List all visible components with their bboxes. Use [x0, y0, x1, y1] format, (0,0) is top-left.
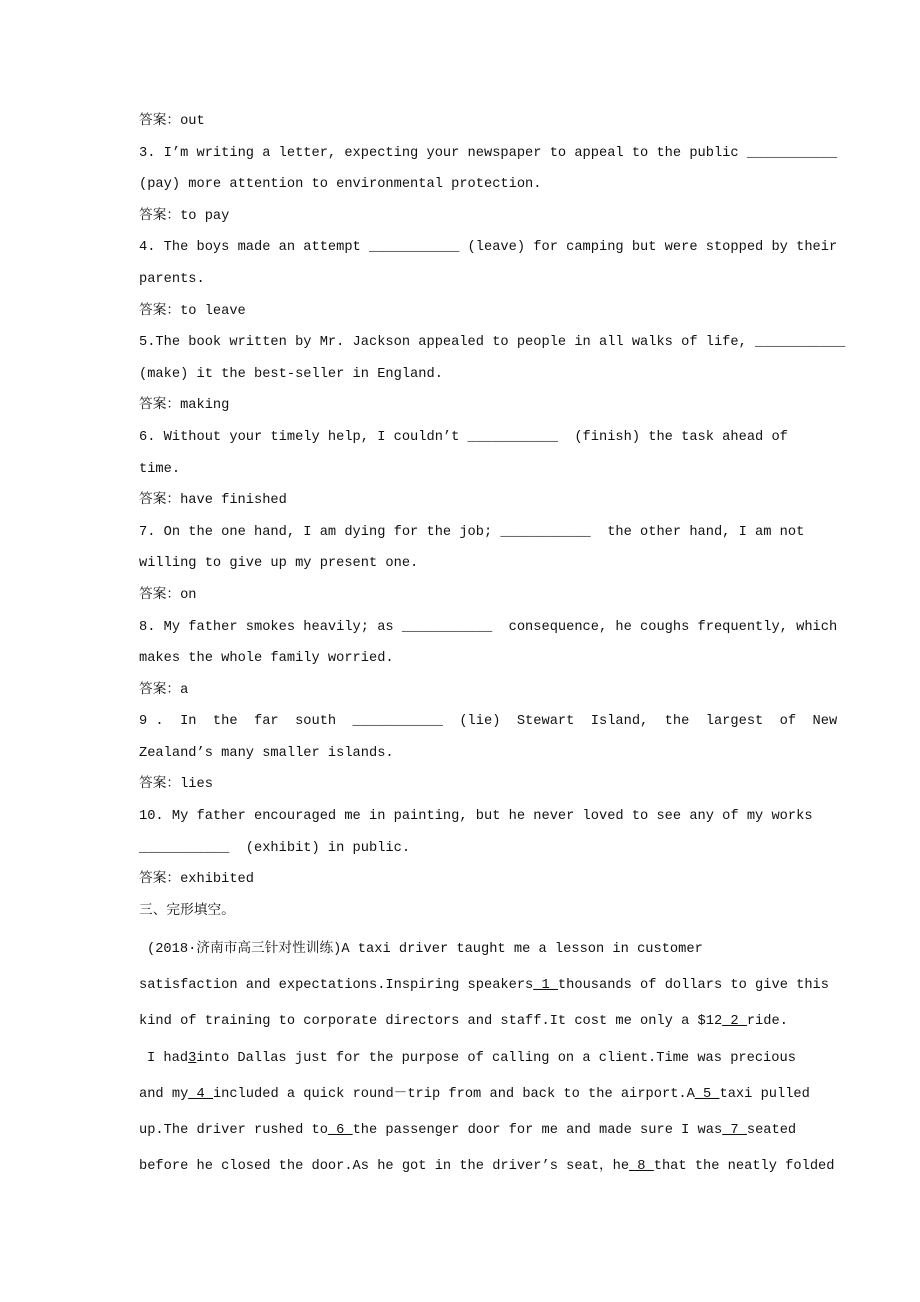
answer-line: 答案：a [139, 682, 189, 698]
question-line: (pay) more attention to environmental protection. [139, 177, 542, 193]
passage-text: into Dallas just for the purpose of calling on a client.Time was precious [196, 1050, 796, 1066]
answer-line: 答案：out [139, 114, 205, 129]
passage-line [139, 1049, 859, 1085]
answer-line: 答案：exhibited [139, 872, 254, 888]
question-line: 5.The book written by Mr. Jackson appealed to people in all walks of life, ___________ [139, 335, 846, 351]
question-line: 4. The boys made an attempt ___________ (leave) for camping but were stopped by their [139, 240, 838, 256]
blank-number: _5_ [694, 1086, 720, 1102]
question-line: 9 . In the far south ___________ (lie) Stewart Island, the largest of New [139, 714, 838, 730]
passage-line [139, 976, 859, 1012]
question-line: parents. [139, 271, 205, 287]
passage-text: I had [147, 1050, 189, 1066]
question-line: 三、完形填空。 [139, 903, 235, 919]
passage-text: included a quick round－trip from and back to the airport.A [212, 1086, 695, 1102]
passage-text: up.The driver rushed to [139, 1122, 328, 1138]
answer-line: 答案：have finished [139, 493, 287, 509]
passage-text: seated [746, 1122, 797, 1138]
passage-text: kind of training to corporate directors and staff.It cost me only a $12 [139, 1014, 723, 1030]
question-line: 8. My father smokes heavily; as ___________ consequence, he coughs frequently, which [139, 619, 838, 635]
blank-number: _1_ [533, 978, 558, 994]
question-line: Zealand’s many smaller islands. [139, 745, 394, 761]
passage-text: the passenger door for me and made sure I was [352, 1122, 723, 1138]
question-line: willing to give up my present one. [139, 556, 419, 572]
passage-line [139, 1085, 859, 1121]
question-line: 7. On the one hand, I am dying for the job; ___________ the other hand, I am not [139, 524, 805, 540]
question-line: time. [139, 461, 181, 477]
question-line: ___________ (exhibit) in public. [139, 840, 411, 856]
passage-text: ride. [746, 1014, 788, 1030]
exercise-section [139, 112, 859, 933]
blank-number: _6_ [327, 1122, 353, 1138]
blank-number: 3 [188, 1050, 197, 1066]
passage-text: before he closed the door.As he got in the driver’s seat，he [139, 1159, 630, 1175]
answer-line: 答案：to pay [139, 208, 230, 224]
blank-number: _8_ [629, 1159, 654, 1175]
passage-text: thousands of dollars to give this [557, 978, 829, 994]
answer-line: 答案：making [139, 398, 230, 414]
cloze-passage [139, 940, 859, 1193]
question-line: (make) it the best-seller in England. [139, 366, 443, 382]
passage-line [139, 1012, 859, 1048]
blank-number: _7_ [722, 1122, 747, 1138]
answer-line: 答案：to leave [139, 303, 246, 319]
question-line: 6. Without your timely help, I couldn’t ___________ (finish) the task ahead of [139, 429, 788, 445]
passage-line [139, 1121, 859, 1157]
blank-number: _2_ [722, 1014, 747, 1030]
passage-text: and my [139, 1086, 189, 1102]
question-line: 3. I’m writing a letter, expecting your newspaper to appeal to the public ___________ [139, 145, 838, 161]
passage-text: (2018·济南市高三针对性训练)A taxi driver taught me a lesson in customer [147, 942, 703, 957]
answer-line: 答案：lies [139, 777, 213, 793]
passage-text: that the neatly folded [653, 1159, 835, 1175]
passage-text: satisfaction and expectations.Inspiring speakers [139, 978, 534, 994]
passage-line [139, 940, 859, 976]
passage-line [139, 1157, 859, 1193]
blank-number: _4_ [188, 1086, 213, 1102]
question-line: 10. My father encouraged me in painting, but he never loved to see any of my works [139, 809, 813, 825]
passage-text: taxi pulled [719, 1086, 810, 1102]
question-line: makes the whole family worried. [139, 651, 394, 667]
answer-line: 答案：on [139, 587, 197, 603]
